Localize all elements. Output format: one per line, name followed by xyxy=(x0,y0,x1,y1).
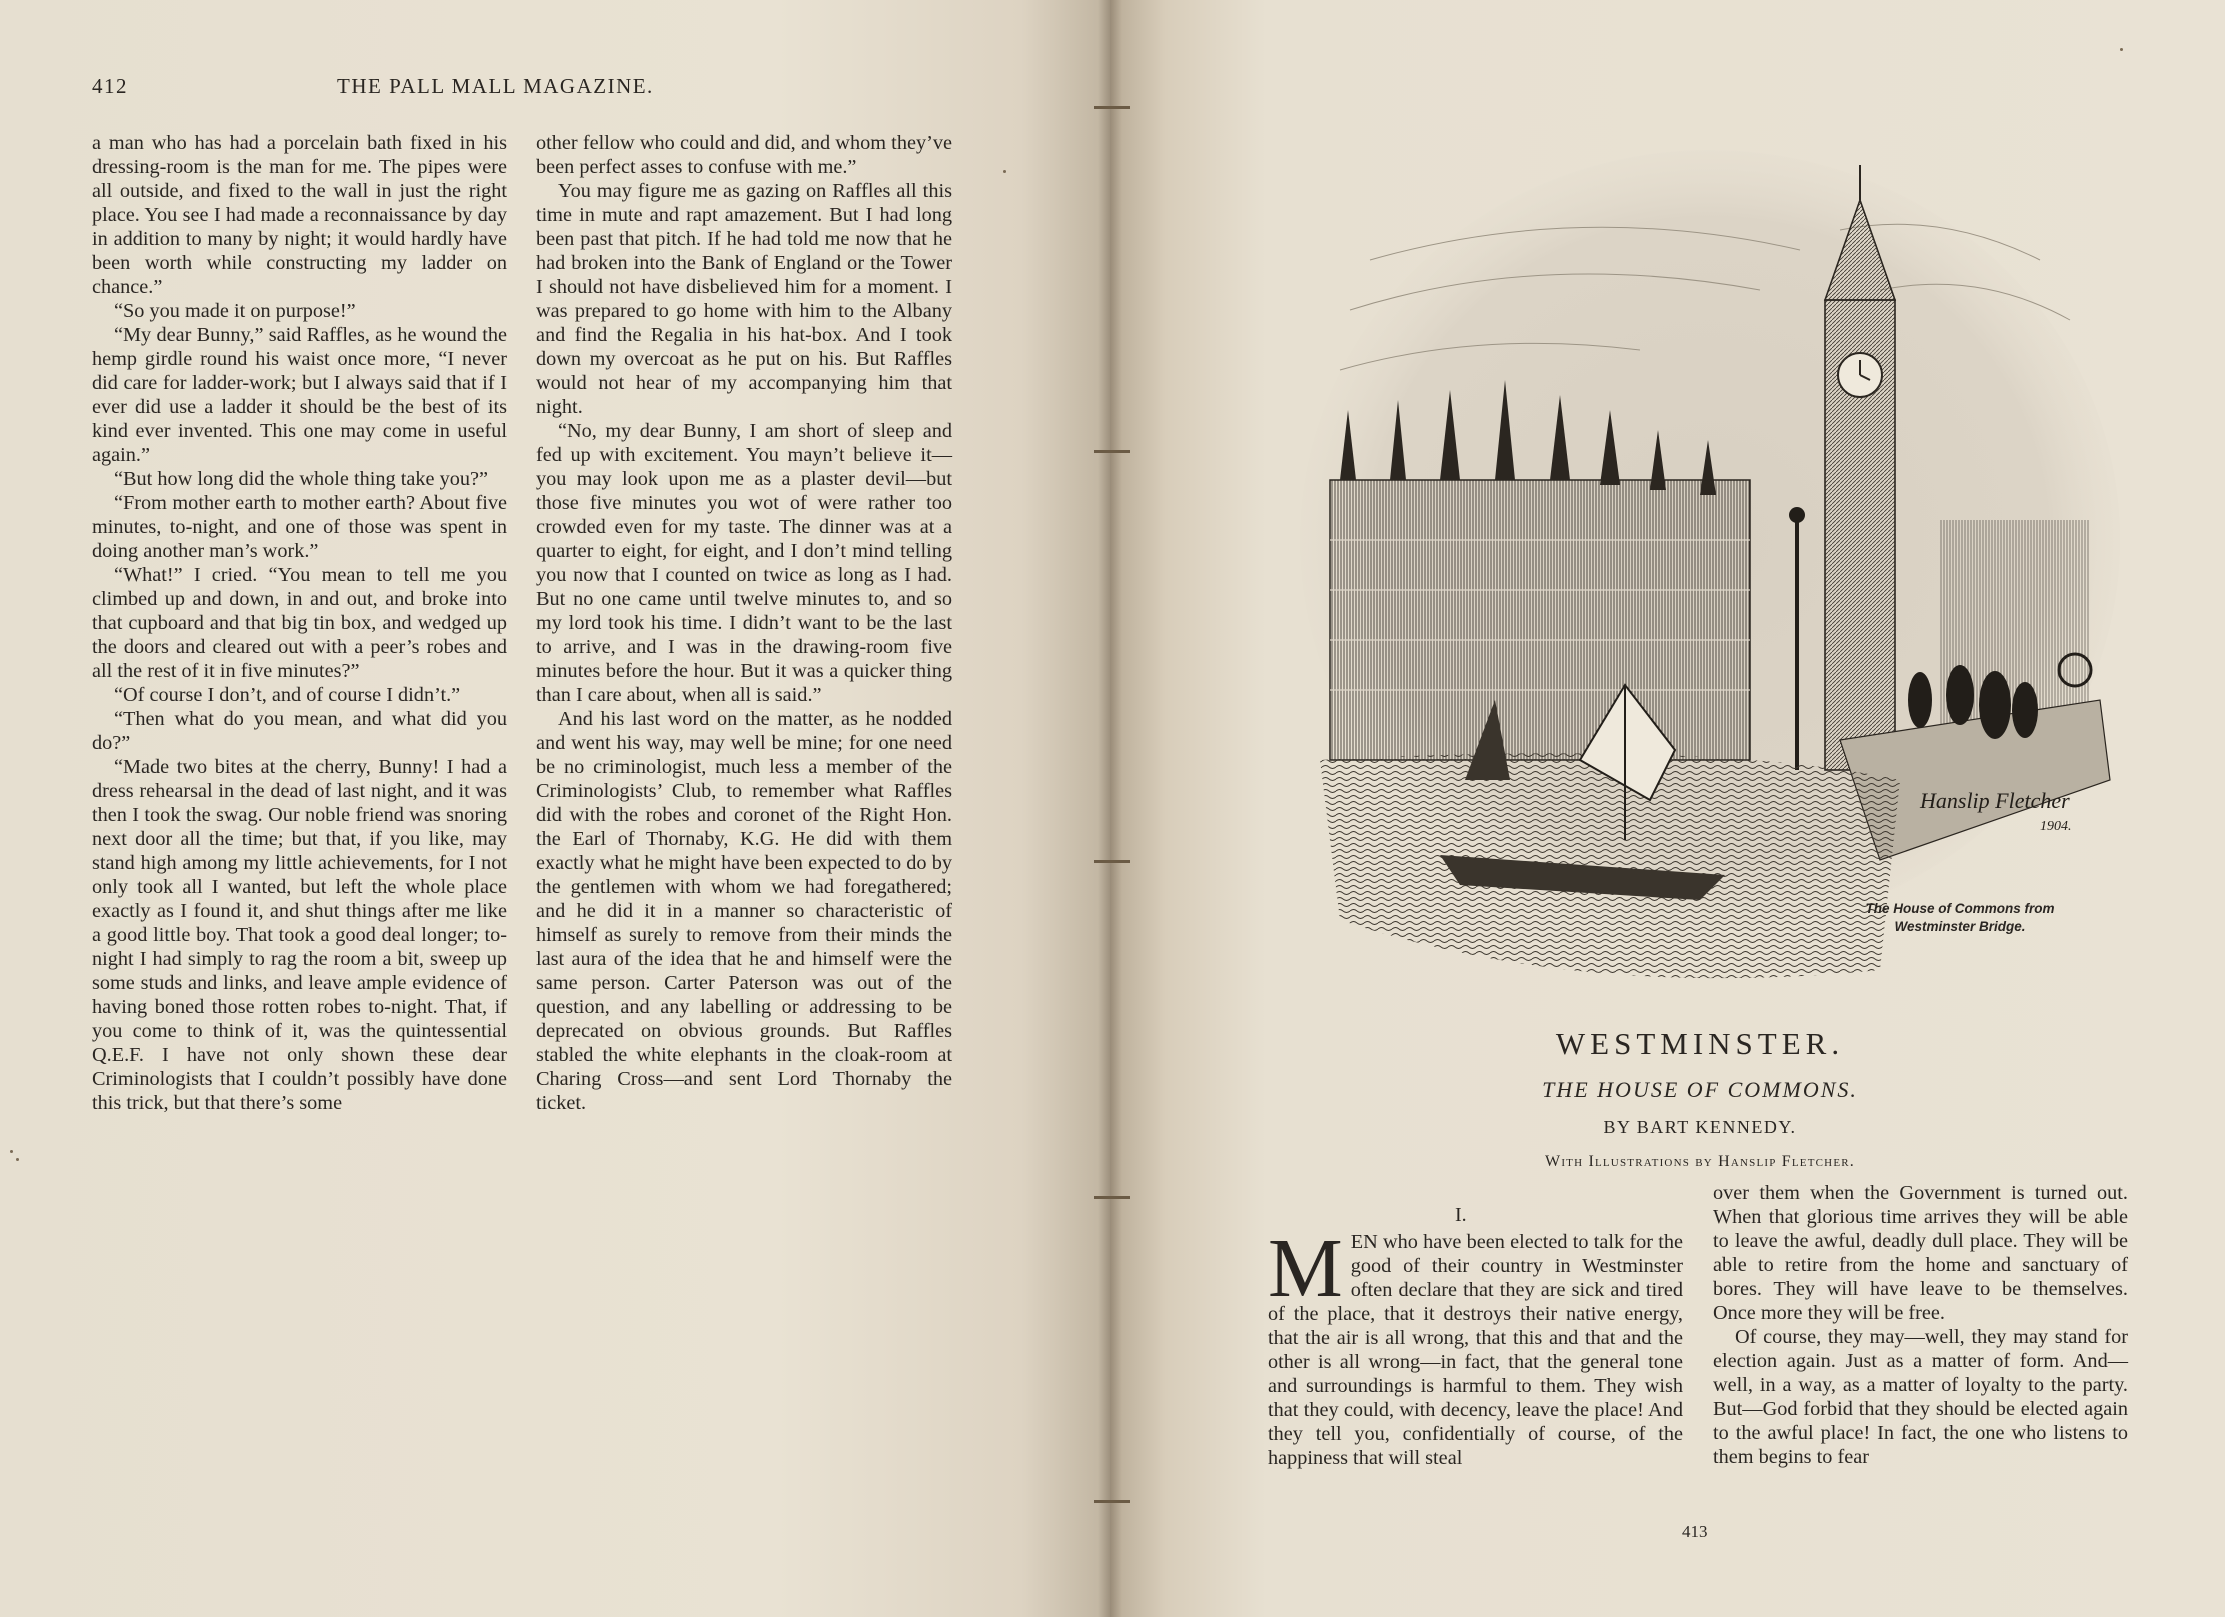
paragraph: Of course, they may—well, they may stand for election again. Just as a matter of form. And—well, in a way, as a matter of loyalty to the party. But—God forbid that they should be elected again to the awful place! In fact, the one who listens to them begins to fear xyxy=(1713,1326,2128,1468)
westminster-etching-icon xyxy=(1280,140,2130,1000)
paragraph: “What!” I cried. “You mean to tell me you climbed up and down, in and out, and broke into that cupboard and that big tin box, and wedged up the doors and cleared out with a peer’s robes and all the rest of it in five minutes?” xyxy=(92,564,507,682)
paper-speck xyxy=(1003,170,1006,173)
page-number-right: 413 xyxy=(1682,1522,1708,1541)
artist-year: 1904. xyxy=(2040,819,2072,834)
article-subtitle: THE HOUSE OF COMMONS. xyxy=(1542,1077,1858,1102)
binding-stitch xyxy=(1094,1196,1130,1199)
paragraph: over them when the Government is turned out. When that glorious time arrives they will be able to leave the awful, deadly dull place. They will be able to retire from the home and sanctuary of bores. They will have leave to be themselves. Once more they will be free. xyxy=(1713,1182,2128,1324)
book-gutter xyxy=(1098,0,1122,1617)
paragraph: “But how long did the whole thing take you?” xyxy=(114,468,489,490)
binding-stitch xyxy=(1094,450,1130,453)
illustrations-credit: With Illustrations by Hanslip Fletcher. xyxy=(1545,1153,1855,1170)
drop-cap: M xyxy=(1268,1222,1343,1315)
caption-line: The House of Commons from xyxy=(1865,901,2055,916)
paragraph: “Of course I don’t, and of course I didn’t.” xyxy=(114,684,461,706)
paper-speck xyxy=(16,1158,19,1161)
article-title: WESTMINSTER. xyxy=(1555,1026,1845,1061)
paragraph: And his last word on the matter, as he nodded and went his way, may well be mine; for one need be no criminologist, much less a member of the Criminologists’ Club, to remember what Raffles did with the robes and coronet of the Right Hon. the Earl of Thornaby, K.G. He did with them exactly what he might have been expected to do by the gentlemen with whom we had foregathered; and he did it in a manner so characteristic of himself as surely to remove from their minds the last aura of the idea that he and himself were the same person. Carter Paterson was out of the question, and any labelling or addressing to be deprecated on obvious grounds. But Raffles stabled the white elephants in the cloak-room at Charing Cross—and sent Lord Thornaby the ticket. xyxy=(536,708,952,1114)
right-column-1 xyxy=(1268,1222,1683,1470)
paper-speck xyxy=(10,1150,13,1153)
running-title: THE PALL MALL MAGAZINE. xyxy=(337,74,654,98)
paragraph: “From mother earth to mother earth? About five minutes, to-night, and one of those was spent in doing another man’s work.” xyxy=(92,492,507,562)
paragraph: other fellow who could and did, and whom they’ve been perfect asses to confuse with me.” xyxy=(536,132,952,178)
paragraph: You may figure me as gazing on Raffles all this time in mute and rapt amazement. But I had long been past that pitch. If he had told me now that he had broken into the Bank of England or the Tower I should not have disbelieved him for a moment. I was prepared to go home with him to the Albany and find the Regalia in his hat-box. And I took down my overcoat as he put on his. But Raffles would not hear of my accompanying him that night. xyxy=(536,180,952,418)
illustration-caption xyxy=(1840,900,2080,936)
running-head xyxy=(92,74,712,104)
article-byline: BY BART KENNEDY. xyxy=(1603,1117,1797,1137)
page-number-left: 412 xyxy=(92,74,128,98)
left-column-1 xyxy=(92,131,507,1115)
left-column-2 xyxy=(536,131,952,1115)
caption-line: Westminster Bridge. xyxy=(1894,919,2026,934)
paragraph: “No, my dear Bunny, I am short of sleep and fed up with excitement. You mayn’t believe it—you may look upon me as a plaster devil—but those five minutes you wot of were rather too crowded even for my taste. The dinner was at a quarter to eight, for eight, and I don’t mind telling you now that I counted on twice as long as I had. But no one came until twelve minutes to, and so my lord took his time. I didn’t want to be the last to arrive, and I was in the drawing-room five minutes before the hour. But it was a quicker thing than I care about, when all is said.” xyxy=(536,420,952,706)
paragraph: “My dear Bunny,” said Raffles, as he wound the hemp girdle round his waist once more, “I never did care for ladder-work; but I always said that if I ever did use a ladder it should be the best of its kind ever invented. This one may come in useful again.” xyxy=(92,324,507,466)
paragraph: a man who has had a porcelain bath fixed in his dressing-room is the man for me. The pipes were all outside, and fixed to the wall in just the right place. You see I had made a reconnaissance by day in addition to many by night; it would hardly have been worth while constructing my ladder on chance.” xyxy=(92,132,507,298)
paragraph-text: EN who have been elected to talk for the good of their country in Westminster often declare that they are sick and tired of the place, that it destroys their native energy, that the air is all wrong, that this and that and the other is all wrong—in fact, that the general tone and surroundings is harmful to them. They wish that they could, with decency, leave the place! And they tell you, confidentially of course, of the happiness that will steal xyxy=(1268,1231,1683,1469)
paragraph: “Made two bites at the cherry, Bunny! I had a dress rehearsal in the dead of last night, and it was then I took the swag. Our noble friend was snoring next door all the time; but that, if you like, may stand high among my little achievements, for I not only took all I wanted, but left the whole place exactly as I found it, and shut things after me like a good little boy. That took a good deal longer; to-night I had simply to rag the room a bit, sweep up some studs and links, and leave ample evidence of having boned those rotten robes to-night. That, if you come to think of it, was the quintessential Q.E.F. I have not only shown these dear Criminologists that I couldn’t possibly have done this trick, but that there’s some xyxy=(92,756,507,1114)
binding-stitch xyxy=(1094,860,1130,863)
paragraph: “So you made it on purpose!” xyxy=(114,300,356,322)
paragraph xyxy=(1268,1222,1683,1470)
paragraph: “Then what do you mean, and what did you do?” xyxy=(92,708,507,754)
paper-speck xyxy=(2120,48,2123,51)
binding-stitch xyxy=(1094,1500,1130,1503)
artist-signature: Hanslip Fletcher xyxy=(1920,788,2070,813)
left-page xyxy=(0,0,1110,1617)
section-number: I. xyxy=(1455,1204,1467,1226)
binding-stitch xyxy=(1094,106,1130,109)
right-column-2 xyxy=(1713,1181,2128,1469)
